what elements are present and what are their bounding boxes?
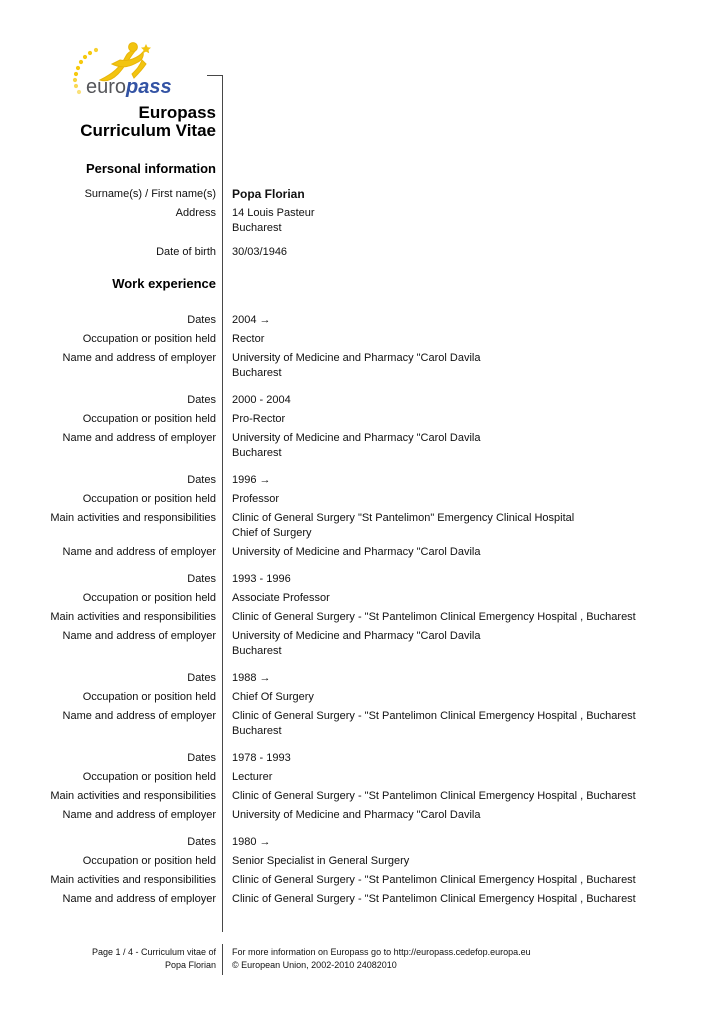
label-occupation: Occupation or position held [82,691,216,703]
label-activities: Main activities and responsibilities [50,512,216,524]
logo-euro-text: euro [86,76,127,98]
value-employer [232,629,480,659]
work-entry [0,572,724,659]
value-occupation: Associate Professor [232,592,330,604]
value-dates: 1980 → [232,836,271,848]
value-employer: Clinic of General Surgery - "St Pantelimon Clinical Emergency Hospital , Bucharest [232,893,636,905]
label-occupation: Occupation or position held [82,333,216,345]
label-employer: Name and address of employer [62,432,216,444]
label-occupation: Occupation or position held [82,493,216,505]
logo-pass-text: pass [126,76,172,98]
work-entry [0,671,724,739]
value-date-of-birth: 30/03/1946 [232,246,288,258]
row-employer [0,545,724,560]
value-line: University of Medicine and Pharmacy "Carol Davila [232,432,481,444]
row-dates [0,671,724,686]
work-experience-section [0,313,724,919]
label-activities: Main activities and responsibilities [50,790,216,802]
value-employer [232,709,636,739]
row-employer [0,629,724,659]
value-line: University of Medicine and Pharmacy "Carol Davila [232,630,481,642]
value-line: Bucharest [232,447,282,459]
label-address: Address [175,207,216,219]
label-dates: Dates [187,394,216,406]
value-occupation: Rector [232,333,265,345]
value-occupation: Chief Of Surgery [232,691,314,703]
label-occupation: Occupation or position held [82,771,216,783]
row-occupation [0,690,724,705]
value-line: 14 Louis Pasteur [232,207,315,219]
row-date-of-birth [0,245,724,260]
document-title [0,104,216,140]
footer-name-line: Popa Florian [164,960,216,970]
row-dates [0,572,724,587]
value-dates: 1996 → [232,474,271,486]
footer-info-line: For more information on Europass go to http://europass.cedefop.europa.eu [232,947,531,957]
label-dates: Dates [187,836,216,848]
label-occupation: Occupation or position held [82,413,216,425]
table-divider-top-tick [207,75,223,76]
value-activities: Clinic of General Surgery - "St Pantelimon Clinical Emergency Hospital , Bucharest [232,874,636,886]
work-entry [0,313,724,381]
row-dates [0,835,724,850]
document-title-line1: Europass [138,103,216,122]
footer-page-line: Page 1 / 4 - Curriculum vitae of [91,947,216,957]
page-footer [0,946,724,972]
label-dates: Dates [187,474,216,486]
value-occupation: Pro-Rector [232,413,286,425]
label-employer: Name and address of employer [62,809,216,821]
label-dates: Dates [187,314,216,326]
footer-copyright-line: © European Union, 2002-2010 24082010 [232,960,397,970]
value-line: Bucharest [232,222,282,234]
label-surname: Surname(s) / First name(s) [84,188,216,200]
row-employer [0,808,724,823]
value-surname: Popa Florian [232,187,305,201]
value-line: Clinic of General Surgery "St Pantelimon" Emergency Clinical Hospital [232,512,575,524]
value-employer: University of Medicine and Pharmacy "Carol Davila [232,809,481,821]
label-dates: Dates [187,573,216,585]
row-surname [0,187,724,202]
row-address [0,206,724,236]
value-employer [232,431,480,461]
value-employer [232,351,480,381]
europass-logo [70,40,220,102]
value-line: University of Medicine and Pharmacy "Carol Davila [232,352,481,364]
value-activities: Clinic of General Surgery - "St Pantelimon Clinical Emergency Hospital , Bucharest [232,611,636,623]
row-dates [0,393,724,408]
label-occupation: Occupation or position held [82,592,216,604]
work-entry [0,751,724,823]
value-line: Bucharest [232,645,282,657]
value-dates: 1993 - 1996 [232,573,291,585]
value-line: Clinic of General Surgery - "St Pantelimon Clinical Emergency Hospital , Bucharest [232,710,636,722]
value-occupation: Senior Specialist in General Surgery [232,855,410,867]
value-address [232,206,315,236]
row-occupation [0,332,724,347]
heading-work-experience: Work experience [112,276,216,291]
value-line: Chief of Surgery [232,527,312,539]
row-activities [0,873,724,888]
row-occupation [0,492,724,507]
value-activities [232,511,574,541]
value-line: Bucharest [232,725,282,737]
row-occupation [0,412,724,427]
row-dates [0,751,724,766]
row-occupation [0,591,724,606]
work-entry [0,473,724,560]
work-entry [0,835,724,907]
row-activities [0,511,724,541]
row-activities [0,789,724,804]
label-employer: Name and address of employer [62,630,216,642]
work-entry [0,393,724,461]
value-dates: 2000 - 2004 [232,394,291,406]
value-activities: Clinic of General Surgery - "St Pantelimon Clinical Emergency Hospital , Bucharest [232,790,636,802]
label-employer: Name and address of employer [62,893,216,905]
row-occupation [0,770,724,785]
label-employer: Name and address of employer [62,352,216,364]
row-employer [0,431,724,461]
label-dates: Dates [187,752,216,764]
footer-page-info [0,946,216,972]
value-dates: 1988 → [232,672,271,684]
label-employer: Name and address of employer [62,710,216,722]
label-employer: Name and address of employer [62,546,216,558]
label-dates: Dates [187,672,216,684]
row-occupation [0,854,724,869]
row-activities [0,610,724,625]
label-date-of-birth: Date of birth [156,246,216,258]
label-activities: Main activities and responsibilities [50,874,216,886]
value-dates: 1978 - 1993 [232,752,291,764]
personal-information-section [0,187,724,264]
value-line: Bucharest [232,367,282,379]
heading-personal-information: Personal information [85,161,216,176]
row-dates [0,313,724,328]
label-occupation: Occupation or position held [82,855,216,867]
label-activities: Main activities and responsibilities [50,611,216,623]
value-occupation: Professor [232,493,280,505]
row-employer [0,709,724,739]
europass-wordmark [86,76,172,99]
footer-europass-info [232,946,531,972]
value-dates: 2004 → [232,314,271,326]
row-employer [0,351,724,381]
value-occupation: Lecturer [232,771,273,783]
document-title-line2: Curriculum Vitae [80,121,216,140]
row-dates [0,473,724,488]
row-employer [0,892,724,907]
value-employer: University of Medicine and Pharmacy "Carol Davila [232,546,481,558]
